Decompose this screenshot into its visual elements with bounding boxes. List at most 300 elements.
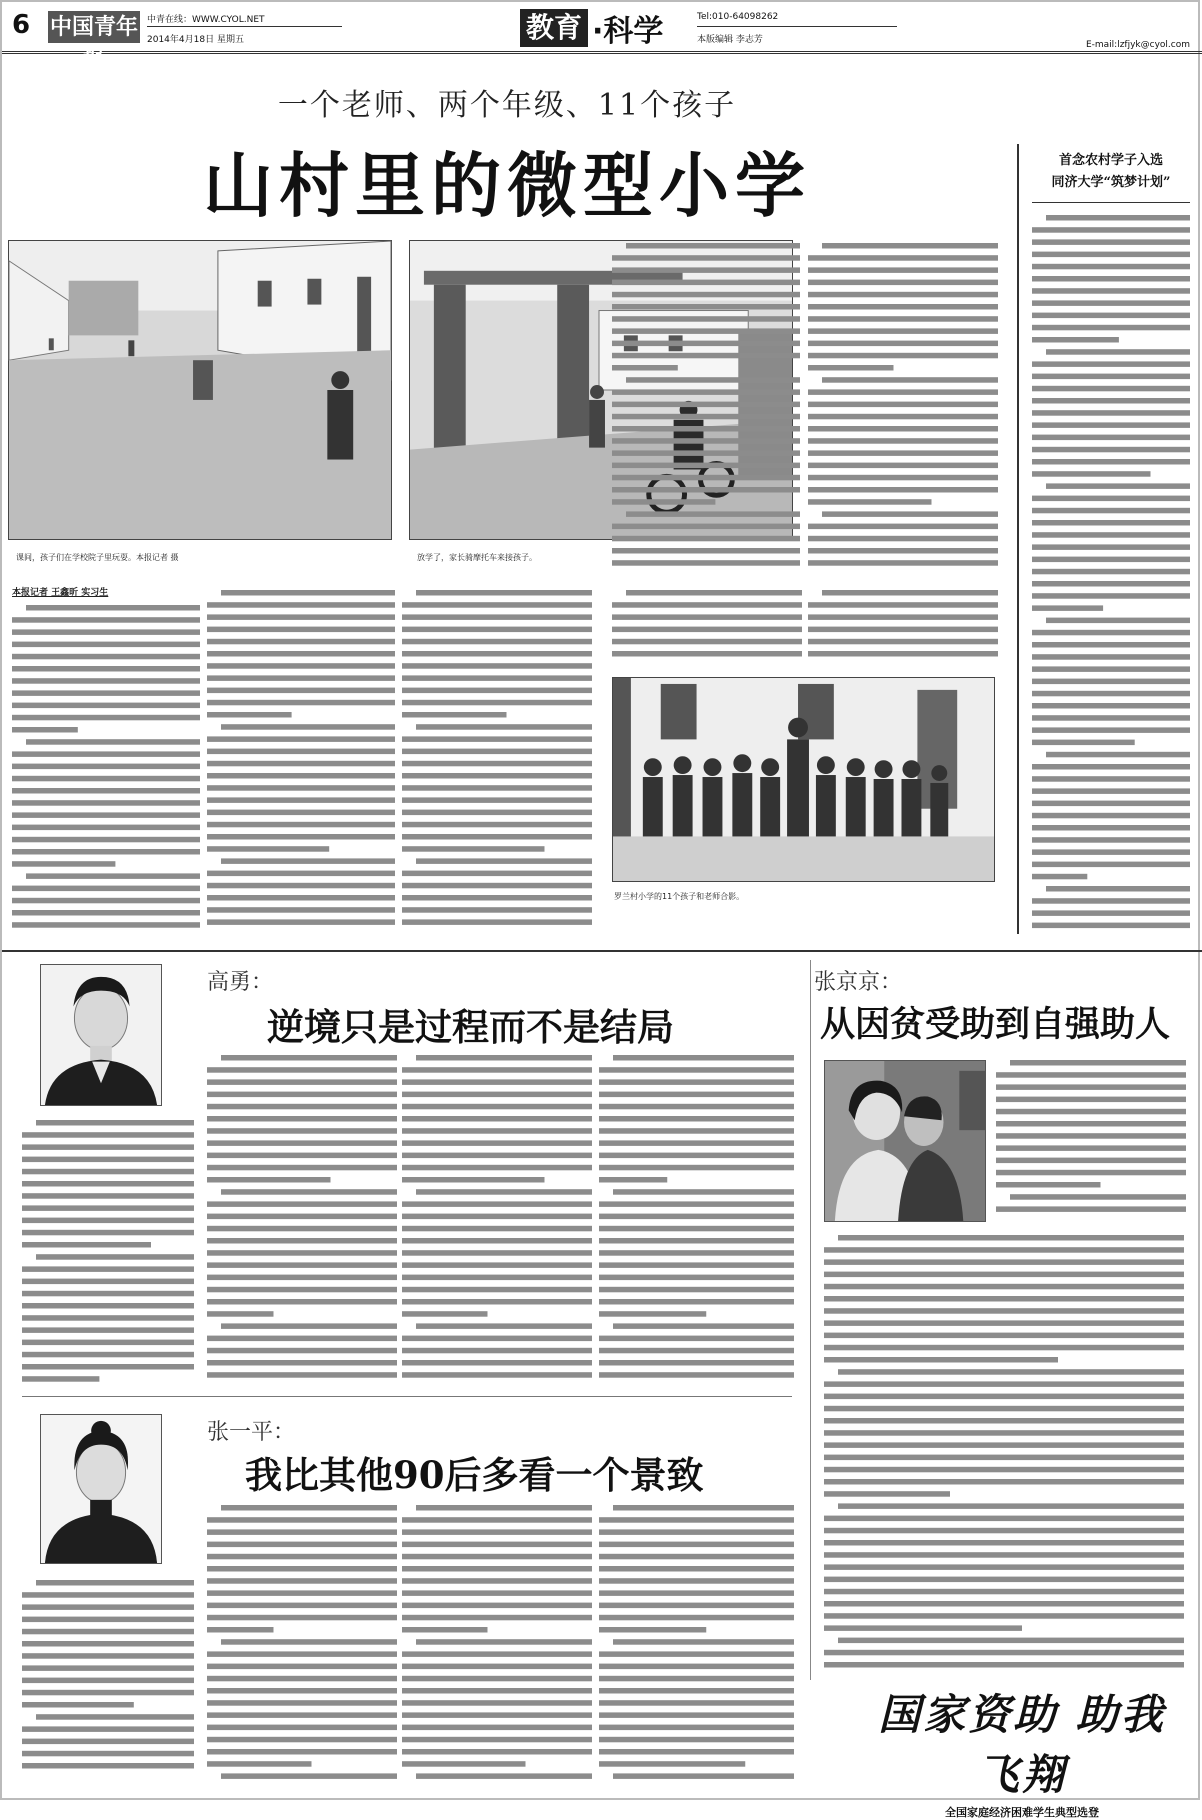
text-line [1032,337,1119,343]
text-line [402,1578,592,1584]
text-line [207,834,395,840]
text-line [599,1590,794,1596]
text-line [12,666,200,672]
text-line [402,712,507,718]
text-line [1032,544,1190,550]
text-line [207,1311,274,1317]
text-line [1032,666,1190,672]
text-line [402,1372,592,1378]
text-line [612,560,800,566]
text-line [207,614,395,620]
text-line [207,773,395,779]
text-line [824,1430,1184,1436]
sidebar-headline-rule [1032,202,1190,203]
text-line [599,1067,794,1073]
text-line [824,1247,1184,1253]
text-line [22,1340,194,1346]
text-line [402,895,592,901]
text-line [824,1345,1184,1351]
text-line [22,1690,194,1696]
text-line [599,1287,794,1293]
text-line [808,651,998,657]
text-line [599,1336,794,1342]
text-line [1032,764,1190,770]
text-line [22,1678,194,1684]
text-line [402,749,592,755]
text-line [416,590,592,596]
text-line [808,328,998,334]
text-line [1032,252,1190,258]
text-line [599,1177,667,1183]
text-line [808,280,998,286]
text-line [402,1116,592,1122]
text-line [22,1181,194,1187]
text-line [599,1542,794,1548]
text-line [207,797,395,803]
text-line [207,1287,397,1293]
lead-kicker: 一个老师、两个年级、11个孩子 [277,88,737,123]
text-line [207,1651,397,1657]
text-line [402,627,592,633]
text-line [1032,410,1190,416]
text-line [22,1702,134,1708]
text-line [599,1262,794,1268]
issue-date: 2014年4月18日 星期五 [147,35,244,45]
article-text-block [207,1052,397,1387]
text-line [402,651,592,657]
text-line [402,1627,488,1633]
text-line [599,1737,794,1743]
text-line [808,426,998,432]
text-line [996,1182,1101,1188]
text-line [612,614,802,620]
text-line [1032,447,1190,453]
text-line [402,1140,592,1146]
text-line [221,858,395,864]
text-line [599,1700,794,1706]
article-text-block [612,587,802,672]
text-line [824,1540,1184,1546]
section-tel: Tel:010-64098262 [697,12,779,22]
text-line [22,1629,194,1635]
text-line [599,1226,794,1232]
section-name-rest: ·科学 [592,14,664,49]
text-line [612,353,800,359]
text-line [12,922,200,928]
text-line [12,642,200,648]
lead-headline: 山村里的微型小学 [203,145,811,227]
text-line [402,1299,592,1305]
text-line [22,1604,194,1610]
text-line [207,1153,397,1159]
text-line [612,438,800,444]
text-line [1032,679,1190,685]
text-line [1032,532,1190,538]
text-line [207,1676,397,1682]
text-line [808,316,998,322]
masthead [2,2,1202,72]
text-line [612,536,800,542]
text-line [207,1542,397,1548]
text-line [808,548,998,554]
text-line [599,1517,794,1523]
text-line [36,1580,194,1586]
class-group-photo-caption: 罗兰村小学的11个孩子和老师合影。 [614,892,745,901]
text-line [207,761,395,767]
text-line [613,1773,794,1779]
text-line [207,1590,397,1596]
text-line [599,1201,794,1207]
text-line [1032,703,1190,709]
text-line [12,886,200,892]
text-line [599,1360,794,1366]
article-text-block [402,1502,592,1787]
text-line [824,1394,1184,1400]
text-line [808,560,998,566]
text-line [402,700,592,706]
text-line [221,1189,397,1195]
text-line [207,602,395,608]
profile-name-zhang-yiping: 张一平： [207,1420,296,1445]
text-line [207,1603,397,1609]
text-line [12,910,200,916]
text-line [402,1067,592,1073]
text-line [207,627,395,633]
text-line [626,243,800,249]
text-line [22,1242,151,1248]
text-line [1032,691,1190,697]
text-line [808,463,998,469]
text-line [838,1369,1184,1375]
text-line [613,1055,794,1061]
text-line [207,1177,331,1183]
text-line [12,654,200,660]
text-line [221,1773,397,1779]
text-line [838,1235,1184,1241]
text-line [613,1189,794,1195]
text-line [808,267,998,273]
text-line [207,1688,397,1694]
text-line [402,1128,592,1134]
text-line [207,1761,312,1767]
text-line [22,1641,194,1647]
text-line [402,1737,592,1743]
text-line [599,1311,706,1317]
text-line [808,536,998,542]
text-line [207,822,395,828]
text-line [824,1613,1184,1619]
text-line [36,1120,194,1126]
text-line [1032,910,1190,916]
article-text-block [22,1117,194,1387]
text-line [1032,654,1190,660]
article-text-block [824,1232,1184,1672]
text-line [402,1153,592,1159]
text-line [207,1566,397,1572]
text-line [824,1662,1184,1668]
text-line [1032,605,1103,611]
text-line [12,837,200,843]
text-line [402,822,592,828]
text-line [402,1517,592,1523]
text-line [1046,483,1190,489]
text-line [1032,239,1190,245]
text-line [402,1615,592,1621]
text-line [808,602,998,608]
text-line [599,1104,794,1110]
text-line [402,1590,592,1596]
text-line [22,1303,194,1309]
text-line [1032,630,1190,636]
class-group-photo [612,677,995,882]
text-line [824,1259,1184,1265]
text-line [1032,825,1190,831]
text-line [626,377,800,383]
text-line [612,316,800,322]
profile-portrait-gao-yong [40,964,162,1106]
text-line [599,1664,794,1670]
text-line [402,1664,592,1670]
sidebar-headline-line1: 首念农村学子入选 [1058,153,1163,168]
text-line [207,785,395,791]
campaign-subtitle: 全国家庭经济困难学生典型选登 [945,1806,1099,1819]
text-line [207,1725,397,1731]
text-line [402,639,592,645]
text-line [402,1262,592,1268]
text-line [207,1627,274,1633]
profile-name-gao-yong: 高勇： [207,970,274,995]
text-line [207,1749,397,1755]
text-line [808,475,998,481]
text-line [1032,386,1190,392]
text-line [207,712,292,718]
text-line [207,1517,397,1523]
text-line [612,627,802,633]
text-line [996,1097,1186,1103]
text-line [808,341,998,347]
text-line [824,1467,1184,1473]
text-line [402,1712,592,1718]
text-line [207,1067,397,1073]
text-line [1032,361,1190,367]
text-line [1032,520,1190,526]
text-line [599,1079,794,1085]
text-line [402,1201,592,1207]
text-line [1032,227,1190,233]
text-line [1032,264,1190,270]
text-line [22,1193,194,1199]
text-line [824,1601,1184,1607]
text-line [612,328,800,334]
text-line [402,871,592,877]
school-gate-photo-caption: 放学了，家长骑摩托车来接孩子。 [417,553,537,562]
text-line [207,1664,397,1670]
text-line [1032,276,1190,282]
text-line [824,1479,1184,1485]
text-line [1032,435,1190,441]
schoolyard-photo [8,240,392,540]
text-line [402,1092,592,1098]
text-line [402,1275,592,1281]
text-line [599,1627,706,1633]
text-line [1032,422,1190,428]
text-line [808,627,998,633]
text-line [808,614,998,620]
text-line [416,1323,592,1329]
text-line [808,353,998,359]
text-line [416,1189,592,1195]
text-line [1032,788,1190,794]
text-line [402,1336,592,1342]
text-line [599,1749,794,1755]
text-line [221,1505,397,1511]
text-line [1032,923,1190,929]
text-line [1032,727,1190,733]
text-line [824,1491,950,1497]
text-line [824,1381,1184,1387]
text-line [1032,557,1190,563]
text-line [612,450,800,456]
text-line [416,1505,592,1511]
text-line [824,1320,1184,1326]
text-line [416,724,592,730]
text-line [402,1250,592,1256]
text-line [207,810,395,816]
text-line [1032,849,1190,855]
text-line [402,1700,592,1706]
text-line [824,1333,1184,1339]
profile-portrait-zhang-yiping [40,1414,162,1564]
text-line [612,304,800,310]
text-line [22,1364,194,1370]
text-line [402,797,592,803]
text-line [22,1592,194,1598]
text-line [1046,618,1190,624]
text-line [824,1296,1184,1302]
text-line [22,1169,194,1175]
text-line [824,1455,1184,1461]
text-line [207,1140,397,1146]
text-line [207,1275,397,1281]
lead-byline: 本报记者 王鑫昕 实习生 [12,588,109,598]
text-line [207,1615,397,1621]
text-line [22,1279,194,1285]
profile-divider [22,1396,792,1397]
campaign-logo [862,1682,1182,1820]
text-line [402,1749,592,1755]
text-line [22,1739,194,1745]
text-line [22,1230,194,1236]
text-line [402,1079,592,1085]
text-line [626,590,802,596]
masthead-rule [697,26,897,27]
text-line [808,438,998,444]
text-line [599,1688,794,1694]
article-text-block [808,240,998,580]
text-line [207,1079,397,1085]
text-line [207,883,395,889]
text-line [402,834,592,840]
text-line [12,617,200,623]
text-line [402,1226,592,1232]
text-line [1032,776,1190,782]
text-line [599,1566,794,1572]
section-logo [520,8,663,48]
profile-photo-zhang-jingjing [824,1060,986,1222]
text-line [22,1157,194,1163]
section-divider [2,950,1202,952]
text-line [402,883,592,889]
text-line [12,861,115,867]
text-line [599,1725,794,1731]
text-line [36,1254,194,1260]
text-line [824,1516,1184,1522]
text-line [1032,813,1190,819]
text-line [612,341,800,347]
article-text-block [12,602,200,932]
text-line [416,1773,592,1779]
text-line [824,1308,1184,1314]
text-line [207,651,395,657]
text-line [613,1639,794,1645]
text-line [416,1639,592,1645]
article-text-block [22,1577,194,1782]
text-line [402,688,592,694]
text-line [1032,740,1135,746]
text-line [207,1336,397,1342]
text-line [207,1104,397,1110]
text-line [402,663,592,669]
text-line [22,1726,194,1732]
sidebar-headline [1032,150,1190,194]
text-line [612,548,800,554]
text-line [12,629,200,635]
text-line [1032,862,1190,868]
text-line [207,749,395,755]
article-text-block [599,1502,794,1787]
text-line [402,1238,592,1244]
article-text-block [207,587,395,932]
text-line [402,810,592,816]
text-line [22,1218,194,1224]
text-line [808,524,998,530]
text-line [402,919,592,925]
text-line [822,243,998,249]
article-text-block [599,1052,794,1387]
text-line [207,1250,397,1256]
text-line [599,1238,794,1244]
text-line [996,1158,1186,1164]
text-line [12,849,200,855]
text-line [808,414,998,420]
text-line [402,1603,592,1609]
text-line [822,590,998,596]
text-line [1010,1060,1186,1066]
text-line [207,1372,397,1378]
text-line [1032,837,1190,843]
text-line [207,675,395,681]
article-text-block [207,1502,397,1787]
article-text-block [996,1057,1186,1227]
text-line [22,1751,194,1757]
text-line [207,1737,397,1743]
article-text-block [808,587,998,672]
text-line [599,1116,794,1122]
text-line [808,487,998,493]
text-line [36,1714,194,1720]
article-text-block [612,240,800,580]
text-line [822,377,998,383]
